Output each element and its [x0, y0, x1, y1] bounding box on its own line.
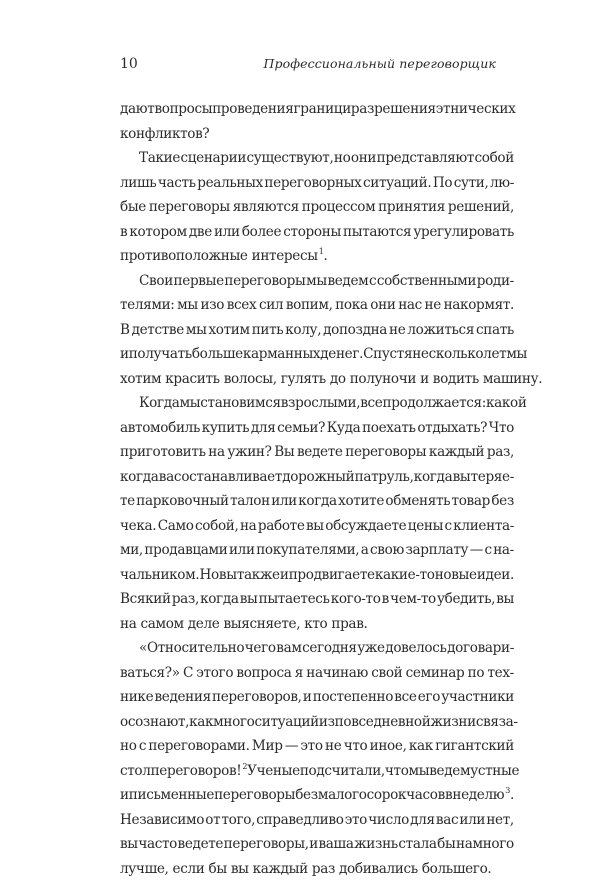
- word: нет,: [486, 808, 514, 833]
- word: Когда: [139, 391, 180, 416]
- word: того,: [222, 808, 256, 833]
- word: без: [295, 783, 318, 808]
- word: вас: [159, 465, 181, 490]
- word: проведения: [212, 97, 293, 122]
- word: ведете: [178, 832, 224, 857]
- word: гигантский: [435, 734, 514, 759]
- word: раз,: [172, 587, 199, 612]
- word: карманных: [243, 342, 320, 367]
- text-line: [120, 563, 514, 588]
- word: мы: [180, 391, 201, 416]
- text-line: [120, 832, 514, 857]
- word: Спустя: [363, 342, 412, 367]
- word: бые: [120, 195, 146, 220]
- word: решений,: [448, 195, 514, 220]
- word: Такие: [139, 146, 180, 171]
- word: останавливает: [181, 465, 282, 490]
- word: взрослыми,: [281, 391, 360, 416]
- word: чека.: [120, 514, 156, 539]
- word: договари-: [447, 636, 514, 661]
- word: стороны: [283, 220, 341, 245]
- word: зарплату: [405, 538, 468, 563]
- word: бы: [437, 832, 455, 857]
- word: когда: [414, 465, 453, 490]
- word: товар: [452, 489, 490, 514]
- word: справедливо: [256, 808, 343, 833]
- word: пытаются: [343, 220, 411, 245]
- word: когда: [298, 489, 337, 514]
- word: ведем: [429, 759, 470, 784]
- word: что: [344, 734, 368, 759]
- word: котором: [129, 220, 186, 245]
- word: они: [351, 146, 376, 171]
- word: в: [445, 783, 452, 808]
- text-line: [120, 146, 514, 171]
- word: жизни: [430, 710, 475, 735]
- word: бы: [209, 857, 227, 881]
- word: не: [425, 293, 441, 318]
- word: мы: [177, 293, 198, 318]
- word: также: [237, 563, 280, 588]
- page-number: 10: [120, 56, 138, 72]
- word: с: [445, 514, 452, 539]
- text-line: [120, 808, 514, 833]
- word: связа-: [476, 710, 518, 735]
- word: ситуаций.: [363, 171, 431, 196]
- word: число: [368, 808, 409, 833]
- book-title: Профессиональный переговорщик: [264, 56, 497, 71]
- word: мы: [306, 269, 327, 294]
- word: накормят.: [444, 293, 514, 318]
- word: выясняете,: [223, 612, 300, 637]
- word: часто: [138, 832, 177, 857]
- word: этнических: [436, 97, 516, 122]
- word: вы: [306, 514, 324, 539]
- word: семьи?: [277, 416, 325, 441]
- word: намного: [456, 832, 514, 857]
- word: нас: [398, 293, 422, 318]
- word: жизнь: [354, 832, 398, 857]
- running-head: [120, 56, 496, 76]
- word: довелось: [385, 636, 446, 661]
- word: две: [189, 220, 212, 245]
- word: обменять: [385, 489, 450, 514]
- word: патруль,: [355, 465, 414, 490]
- word: и: [420, 367, 429, 392]
- word: собственными: [377, 269, 476, 294]
- word: те: [120, 489, 135, 514]
- word: Что: [489, 416, 514, 441]
- word: как: [409, 734, 433, 759]
- text-line: [120, 661, 514, 686]
- word: малого: [318, 783, 367, 808]
- footnote-marker: 1: [319, 247, 324, 256]
- word: чальником.: [120, 563, 199, 588]
- word: сути,: [454, 171, 489, 196]
- word: —: [285, 734, 298, 759]
- word: купить: [202, 416, 249, 441]
- word: до: [330, 367, 346, 392]
- word: парковочный: [136, 489, 228, 514]
- word: переговорных: [264, 171, 361, 196]
- word: деле: [188, 612, 220, 637]
- word: неделю$^3$.: [452, 783, 514, 808]
- word: с: [484, 538, 491, 563]
- word: приготовить: [120, 440, 206, 465]
- word: хотим: [208, 318, 249, 343]
- word: изо: [201, 293, 225, 318]
- word: —: [470, 538, 483, 563]
- word: сорок: [367, 783, 406, 808]
- word: обсуждаете: [325, 514, 406, 539]
- word: вы: [219, 563, 237, 588]
- word: с: [369, 269, 376, 294]
- word: границ: [293, 97, 342, 122]
- text-line: [120, 636, 514, 661]
- word: лю-: [490, 171, 514, 196]
- word: осознают,: [120, 710, 189, 735]
- word: в: [382, 587, 389, 612]
- word: на-: [493, 538, 514, 563]
- word: и: [342, 97, 351, 122]
- text-line: [120, 293, 514, 318]
- word: собой: [475, 146, 514, 171]
- word: переговоров!$^2$: [151, 759, 248, 784]
- word: а: [361, 538, 369, 563]
- word: ведете: [297, 440, 343, 465]
- word: они: [370, 293, 395, 318]
- word: первые: [174, 269, 224, 294]
- word: или: [459, 808, 485, 833]
- word: идеи.: [477, 563, 514, 588]
- word: цены: [408, 514, 443, 539]
- word: вам: [276, 636, 301, 661]
- word: Но: [199, 563, 218, 588]
- word: для: [251, 416, 276, 441]
- word: какие-то: [375, 563, 435, 588]
- word: добивались: [339, 857, 418, 881]
- word: противоположные: [120, 244, 248, 269]
- word: семинар: [406, 661, 465, 686]
- word: сегодня: [302, 636, 357, 661]
- word: и: [309, 832, 318, 857]
- word: этого: [196, 661, 233, 686]
- word: переговорами.: [148, 734, 249, 759]
- word: вопим,: [286, 293, 333, 318]
- word: из: [319, 710, 335, 735]
- word: теряе-: [471, 465, 514, 490]
- text-line: [120, 220, 514, 245]
- text-line: [120, 612, 514, 637]
- word: ваться?»: [120, 661, 180, 686]
- text-line: [120, 195, 514, 220]
- word: телями:: [120, 293, 175, 318]
- word: переговоров,: [212, 685, 302, 710]
- text-line: [120, 538, 514, 563]
- word: не: [325, 734, 341, 759]
- word: ложиться: [407, 318, 474, 343]
- word: самом: [140, 612, 183, 637]
- word: каждый: [429, 440, 484, 465]
- word: продолжается:: [382, 391, 486, 416]
- word: на: [240, 514, 256, 539]
- word: мы: [506, 342, 527, 367]
- word: кого-то: [331, 587, 381, 612]
- word: я: [295, 661, 303, 686]
- word: вы: [231, 857, 249, 881]
- word: все: [394, 685, 416, 710]
- word: вопроса: [236, 661, 291, 686]
- word: переговоры: [224, 269, 305, 294]
- word: покупателями,: [256, 538, 359, 563]
- word: гулять: [281, 367, 326, 392]
- word: ведем: [327, 269, 368, 294]
- word: на: [120, 612, 136, 637]
- word: всех: [227, 293, 257, 318]
- word: но: [334, 146, 351, 171]
- word: Куда: [327, 416, 361, 441]
- text-line: [120, 97, 514, 122]
- text-line: [120, 783, 514, 808]
- word: отдыхать?: [417, 416, 487, 441]
- text-line: [120, 710, 514, 735]
- word: лучше,: [120, 857, 169, 881]
- word: часть: [158, 171, 196, 196]
- word: несколько: [412, 342, 483, 367]
- text-line: [120, 244, 514, 269]
- word: урегулировать: [413, 220, 514, 245]
- word: вопросы: [154, 97, 212, 122]
- word: без: [491, 489, 514, 514]
- text-line: [120, 318, 514, 343]
- word: какой: [486, 391, 527, 416]
- word: что: [385, 759, 409, 784]
- word: на: [208, 440, 224, 465]
- word: или: [271, 489, 297, 514]
- word: мы: [409, 759, 430, 784]
- word: часов: [406, 783, 445, 808]
- word: ведения: [154, 685, 210, 710]
- word: лишь: [120, 171, 156, 196]
- word: свою: [370, 538, 404, 563]
- word: тех-: [487, 661, 513, 686]
- word: начинаю: [306, 661, 368, 686]
- word: хотите: [338, 489, 384, 514]
- text-line: [120, 514, 514, 539]
- word: переговоры,: [224, 832, 309, 857]
- text-line: [120, 342, 514, 367]
- word: много: [213, 710, 254, 735]
- text-line: [120, 465, 514, 490]
- text-line: [120, 367, 514, 392]
- word: дают: [120, 97, 154, 122]
- word: Само: [158, 514, 194, 539]
- word: хотим: [120, 367, 161, 392]
- word: волосы,: [224, 367, 277, 392]
- word: вы: [453, 465, 471, 490]
- word: чем-то: [390, 587, 436, 612]
- word: денег.: [320, 342, 363, 367]
- word: вы: [120, 832, 138, 857]
- word: Свои: [139, 269, 173, 294]
- word: красить: [165, 367, 219, 392]
- text-line: [120, 587, 514, 612]
- word: нике: [120, 685, 153, 710]
- word: мы: [186, 318, 207, 343]
- word: когда: [200, 587, 239, 612]
- text-line: [120, 416, 514, 441]
- word: ужин?: [227, 440, 271, 465]
- word: когда: [120, 465, 159, 490]
- word: С: [183, 661, 193, 686]
- word: пока: [335, 293, 367, 318]
- word: являются: [233, 195, 299, 220]
- word: и: [120, 342, 129, 367]
- word: детстве: [132, 318, 184, 343]
- word: для: [410, 808, 435, 833]
- word: реальных: [197, 171, 263, 196]
- word: раз: [312, 857, 335, 881]
- word: как: [189, 710, 213, 735]
- word: существуют,: [247, 146, 334, 171]
- word: собой,: [195, 514, 238, 539]
- word: и: [280, 563, 289, 588]
- word: это: [300, 734, 322, 759]
- word: вы: [496, 587, 514, 612]
- word: По: [433, 171, 452, 196]
- word: процессом: [302, 195, 376, 220]
- word: талон: [230, 489, 270, 514]
- word: принятия: [378, 195, 445, 220]
- word: иное,: [370, 734, 407, 759]
- word: подсчитали,: [300, 759, 385, 784]
- word: работе: [258, 514, 305, 539]
- word: стала: [398, 832, 436, 857]
- word: пить: [252, 318, 284, 343]
- word: кто: [304, 612, 327, 637]
- word: клиента-: [453, 514, 514, 539]
- word: продавцами: [144, 538, 227, 563]
- text-line: [120, 391, 514, 416]
- word: поехать: [362, 416, 416, 441]
- text-line: [120, 759, 514, 784]
- footnote-marker: 3: [505, 786, 510, 795]
- word: разрешения: [351, 97, 436, 122]
- word: сил: [259, 293, 283, 318]
- word: допоздна: [323, 318, 387, 343]
- word: ситуаций: [255, 710, 319, 735]
- word: Независимо: [120, 808, 204, 833]
- word: становимся: [200, 391, 280, 416]
- text-line: [120, 269, 514, 294]
- footnote-marker: 2: [242, 762, 247, 771]
- word: роди-: [477, 269, 514, 294]
- word: устные: [470, 759, 519, 784]
- word: или: [214, 220, 240, 245]
- word: постепенно: [313, 685, 393, 710]
- word: переговоры: [345, 440, 426, 465]
- word: Всякий: [120, 587, 171, 612]
- body-text: [120, 97, 514, 881]
- word: представляют: [377, 146, 474, 171]
- word: Ученые: [247, 759, 300, 784]
- word: интересы$^1$.: [252, 244, 328, 269]
- word: вас: [436, 808, 458, 833]
- word: пытаетесь: [259, 587, 330, 612]
- word: по: [468, 661, 485, 686]
- word: его: [418, 685, 440, 710]
- word: более: [242, 220, 281, 245]
- text-line: [120, 489, 514, 514]
- word: от: [205, 808, 220, 833]
- word: но: [120, 734, 137, 759]
- word: дорожный: [282, 465, 354, 490]
- word: лет: [483, 342, 506, 367]
- word: спать: [476, 318, 514, 343]
- word: «Относительно: [139, 636, 244, 661]
- word: это: [345, 808, 367, 833]
- word: Вы: [274, 440, 294, 465]
- text-line: [120, 685, 514, 710]
- word: и: [120, 783, 129, 808]
- word: машину.: [483, 367, 542, 392]
- word: вы: [240, 587, 258, 612]
- text-line: [120, 857, 514, 881]
- word: чего: [245, 636, 276, 661]
- word: Мир: [252, 734, 283, 759]
- word: стол: [120, 759, 151, 784]
- word: письменные: [129, 783, 214, 808]
- word: В: [120, 318, 130, 343]
- word: каждый: [253, 857, 308, 881]
- word: в: [120, 220, 127, 245]
- word: ми,: [120, 538, 143, 563]
- word: или: [229, 538, 255, 563]
- word: новые: [435, 563, 477, 588]
- word: колу,: [285, 318, 321, 343]
- word: сценарии: [180, 146, 246, 171]
- word: ваша: [318, 832, 353, 857]
- text-line: [120, 171, 514, 196]
- word: переговоры: [149, 195, 230, 220]
- word: участники: [441, 685, 514, 710]
- text-line: [120, 122, 514, 147]
- word: водить: [433, 367, 479, 392]
- word: уже: [357, 636, 385, 661]
- word: продвигаете: [289, 563, 375, 588]
- word: переговоры: [214, 783, 295, 808]
- word: повседневной: [335, 710, 431, 735]
- word: раз,: [487, 440, 514, 465]
- word: прав.: [331, 612, 367, 637]
- word: конфликтов?: [120, 122, 209, 147]
- word: убедить,: [437, 587, 495, 612]
- text-line: [120, 440, 514, 465]
- word: большего.: [422, 857, 492, 881]
- text-line: [120, 734, 514, 759]
- word: получать: [129, 342, 192, 367]
- word: все: [360, 391, 382, 416]
- word: свой: [371, 661, 402, 686]
- word: если: [173, 857, 205, 881]
- word: и: [303, 685, 312, 710]
- word: не: [389, 318, 405, 343]
- word: с: [139, 734, 146, 759]
- word: автомобиль: [120, 416, 200, 441]
- word: полуночи: [350, 367, 416, 392]
- word: больше: [192, 342, 243, 367]
